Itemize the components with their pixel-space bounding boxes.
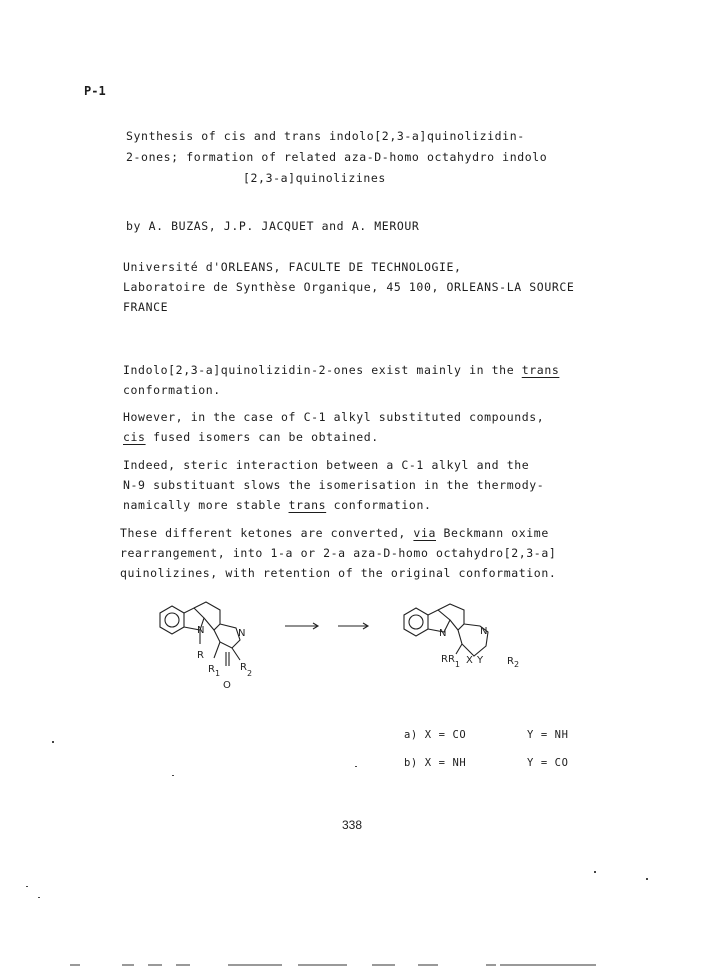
benzene-ring xyxy=(404,608,428,636)
speck xyxy=(26,886,28,887)
abstract-text: Beckmann oxime xyxy=(436,526,549,540)
abstract-p4-line-1 xyxy=(120,526,549,540)
speck xyxy=(38,897,40,898)
reactant-labels xyxy=(197,625,252,691)
aromatic-circle xyxy=(409,615,423,629)
atom-n-ring: N xyxy=(480,626,488,637)
abstract-p3-line-1: Indeed, steric interaction between a C-1 alkyl and the xyxy=(123,458,530,472)
abstract-p3-line-2: N-9 substituant slows the isomerisation in the thermody- xyxy=(123,478,545,492)
product-label-r2 xyxy=(507,656,519,669)
abstract-p2-line-1: However, in the case of C-1 alkyl substituted compounds, xyxy=(123,410,545,424)
abstract-p2-line-2 xyxy=(123,430,379,444)
r1-bond xyxy=(214,642,220,658)
affiliation-line-1: Université d'ORLEANS, FACULTE DE TECHNOLOGIE, xyxy=(123,260,462,274)
label-r1-letter: R xyxy=(208,664,215,675)
legend-a-y: Y = NH xyxy=(527,729,569,741)
speck xyxy=(172,775,174,776)
scan-bottom-edge xyxy=(0,962,704,968)
abstract-text: Indolo[2,3-a]quinolizidin-2-ones exist mainly in the xyxy=(123,363,522,377)
label-r2-letter: R xyxy=(240,662,247,673)
abstract-p4-line-3: quinolizines, with retention of the original conformation. xyxy=(120,566,557,580)
speck xyxy=(52,741,54,743)
abstract-p4-line-2: rearrangement, into 1-a or 2-a aza-D-homo octahydro[2,3-a] xyxy=(120,546,557,560)
ring-d xyxy=(214,624,240,648)
abstract-p1-line-2: conformation. xyxy=(123,383,221,397)
piperidine-ring xyxy=(438,604,464,630)
abstract-p1-line-1 xyxy=(123,363,559,377)
page-number: 338 xyxy=(342,818,363,832)
emphasis-trans: trans xyxy=(288,498,327,512)
author-byline: by A. BUZAS, J.P. JACQUET and A. MEROUR xyxy=(126,219,420,233)
product-r2-letter: R xyxy=(507,656,514,667)
speck xyxy=(594,871,596,873)
reaction-scheme xyxy=(150,596,490,706)
label-r: R xyxy=(197,650,204,661)
label-rr1-letters: RR xyxy=(441,654,455,665)
atom-n-indole: N xyxy=(439,628,447,639)
emphasis-trans: trans xyxy=(521,363,560,377)
benzene-ring xyxy=(160,606,184,634)
label-rr1-subscript: 1 xyxy=(454,660,460,669)
abstract-text: fused isomers can be obtained. xyxy=(145,430,379,444)
legend-b-y: Y = CO xyxy=(527,757,569,769)
abstract-text: conformation. xyxy=(326,498,432,512)
label-r1 xyxy=(208,664,220,678)
title-line-3: [2,3-a]quinolizines xyxy=(243,171,386,185)
speck xyxy=(646,878,648,880)
abstract-text: namically more stable xyxy=(123,498,289,512)
paper-code: P-1 xyxy=(84,84,106,98)
legend-b-definition: b) X = NH xyxy=(404,757,467,769)
atom-n-ring: N xyxy=(238,628,246,639)
label-r2-subscript: 2 xyxy=(246,669,253,678)
atom-n-indole: N xyxy=(197,625,205,636)
title-line-1: Synthesis of cis and trans indolo[2,3-a]quinolizidin- xyxy=(126,129,525,143)
emphasis-cis: cis xyxy=(123,430,146,444)
r2-bond xyxy=(232,648,240,660)
speck xyxy=(355,766,357,767)
atom-y: Y xyxy=(477,655,484,666)
affiliation-line-2: Laboratoire de Synthèse Organique, 45 100, ORLEANS-LA SOURCE xyxy=(123,280,575,294)
legend-a-definition: a) X = CO xyxy=(404,729,467,741)
label-r2 xyxy=(240,662,252,678)
reaction-arrows xyxy=(285,623,368,629)
affiliation-line-3: FRANCE xyxy=(123,300,169,314)
title-line-2: 2-ones; formation of related aza-D-homo octahydro indolo xyxy=(126,150,548,164)
atom-x: X xyxy=(466,655,473,666)
product-labels xyxy=(439,626,487,669)
rr1-bond xyxy=(456,644,462,654)
product-r2-subscript: 2 xyxy=(513,660,520,669)
abstract-text: These different ketones are converted, xyxy=(120,526,414,540)
atom-oxygen: O xyxy=(223,680,231,691)
label-rr1 xyxy=(441,654,460,669)
aromatic-circle xyxy=(165,613,179,627)
label-r1-subscript: 1 xyxy=(214,669,221,678)
emphasis-via: via xyxy=(413,526,436,540)
abstract-p3-line-3 xyxy=(123,498,432,512)
